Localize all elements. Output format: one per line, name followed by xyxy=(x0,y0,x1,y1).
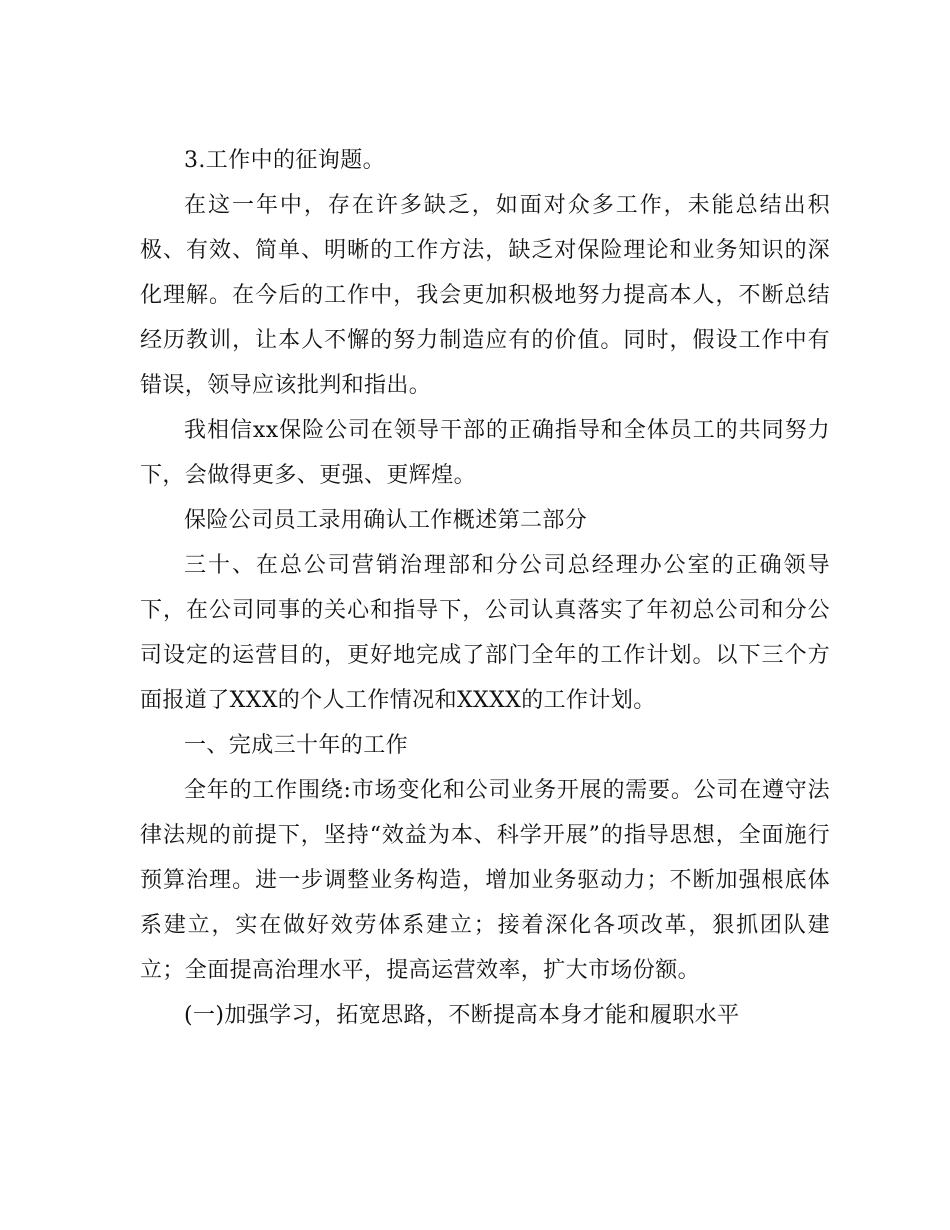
paragraph-heading-one: 一、完成三十年的工作 xyxy=(184,733,409,758)
document-body xyxy=(140,138,830,1038)
paragraph-work-issues-heading: 3.工作中的征询题。 xyxy=(184,148,385,173)
paragraph-annual-work: 全年的工作围绕:市场变化和公司业务开展的需要。公司在遵守法律法规的前提下，坚持“效益为本、科学开展”的指导思想，全面施行预算治理。进一步调整业务构造，增加业务驱动力；不断加强根底体系建立，实在做好效劳体系建立；接着深化各项改革，狠抓团队建立；全面提高治理水平，提高运营效率，扩大市场份额。 xyxy=(140,778,830,983)
paragraph-section-title: 保险公司员工录用确认工作概述第二部分 xyxy=(184,508,588,533)
paragraph-intro: 三十、在总公司营销治理部和分公司总经理办公室的正确领导下，在公司同事的关心和指导下，公司认真落实了年初总公司和分公司设定的运营目的，更好地完成了部门全年的工作计划。以下三个方面报道了XXX的个人工作情况和XXXX的工作计划。 xyxy=(140,553,830,713)
paragraph-shortcomings: 在这一年中，存在许多缺乏，如面对众多工作，未能总结出积极、有效、简单、明晰的工作方法，缺乏对保险理论和业务知识的深化理解。在今后的工作中，我会更加积极地努力提高本人，不断总结经历教训，让本人不懈的努力制造应有的价值。同时，假设工作中有错误，领导应该批判和指出。 xyxy=(140,193,830,398)
paragraph-subheading-one: (一)加强学习，拓宽思路，不断提高本身才能和履职水平 xyxy=(184,1003,740,1028)
paragraph-confidence: 我相信xx保险公司在领导干部的正确指导和全体员工的共同努力下，会做得更多、更强、更辉煌。 xyxy=(140,418,830,488)
